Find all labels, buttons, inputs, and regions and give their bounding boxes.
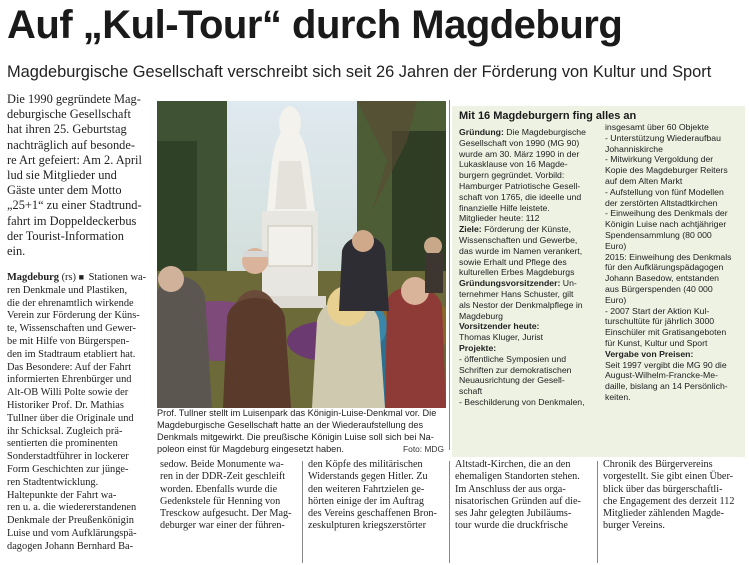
- info-box-line: [605, 133, 743, 144]
- info-box-line: [459, 257, 607, 268]
- info-box-text: keiten.: [605, 391, 631, 402]
- info-box-text: burgern gegründet. Vorbild:: [459, 170, 565, 181]
- body-line: sedow. Beide Monumente wa-: [160, 459, 284, 470]
- info-box-text: Lukasklause von 16 Magde-: [459, 159, 568, 170]
- body-line: tour wurde die druckfrische: [455, 520, 568, 532]
- body-line: informierten Ehrenbürger und: [7, 374, 132, 386]
- info-box-line: [459, 170, 607, 181]
- info-box-text: als Nestor der Denkmalpflege in: [459, 299, 583, 310]
- caption-line: Denkmals mitgewirkt. Die preußische Königin Luise soll sich bei Na-: [157, 431, 434, 442]
- info-box-text: wurde am 30. März 1990 in der: [459, 148, 580, 159]
- body-first-line: [7, 271, 154, 285]
- info-box-text: - 2007 Start der Aktion Kul-: [605, 305, 710, 316]
- intro-line: deburgische Gesellschaft: [7, 107, 131, 122]
- body-line: den Köpfe des militärischen: [308, 459, 423, 470]
- info-box-text: insgesamt über 60 Objekte: [605, 122, 709, 132]
- intro-line: ein.: [7, 244, 26, 259]
- body-line: be mit Hilfe von Bürgerspen-: [7, 335, 130, 347]
- photo-luise-monument: [157, 101, 446, 408]
- body-first-line-text: Stationen wa-: [86, 272, 147, 283]
- info-box-text: für den Aufklärungspädagogen: [605, 262, 724, 273]
- body-line: Das Besondere: Auf der Fahrt: [7, 361, 132, 373]
- headline: Auf „Kul-Tour“ durch Magdeburg: [7, 3, 623, 47]
- body-line: den im Stadtraum etabliert hat.: [7, 348, 136, 360]
- bullet-icon: ■: [78, 272, 85, 282]
- body-line: des Vereins geschaffenen Bron-: [308, 508, 437, 520]
- info-box-line: [605, 165, 743, 176]
- photo-credit: Foto: MDG: [403, 443, 444, 454]
- info-box-line: [459, 365, 607, 376]
- article-body-column-4: [455, 459, 592, 533]
- info-box-text: das wurde im Namen verankert,: [459, 245, 583, 256]
- info-box-text: - Einweihung des Denkmals der: [605, 208, 728, 219]
- info-box-text: der zerstörten Altstadtkirchen: [605, 197, 718, 208]
- info-box-line: [605, 360, 743, 371]
- info-box-line: [459, 127, 607, 138]
- info-box-line: [459, 181, 607, 192]
- info-box-line: [605, 392, 743, 403]
- info-box-text: Un-: [560, 278, 577, 289]
- intro-line: „25+1“ zu einer Stadtrund-: [7, 198, 142, 213]
- info-box-line: [605, 273, 743, 284]
- author-code: (rs): [58, 272, 76, 283]
- info-box-line: [605, 122, 743, 133]
- info-box-text: Johann Basedow, entstanden: [605, 273, 719, 284]
- article-body-column-1: [7, 271, 154, 554]
- intro-line: der Tourist-Information: [7, 228, 124, 243]
- info-box-text: turschultüte für jährlich 3000: [605, 316, 715, 327]
- info-box-text: - Beschilderung von Denkmalen,: [459, 396, 585, 407]
- info-box-line: [459, 311, 607, 322]
- info-box-text: für Kunst, Kultur und Sport: [605, 337, 708, 348]
- body-line: Sonderstadtführer in lockerer: [7, 451, 129, 463]
- body-line: worden. Ebenfalls wurde die: [160, 483, 278, 495]
- info-box-text: kulturellen Erbes Magdeburgs: [459, 267, 575, 278]
- info-box-text: 2015: Einweihung des Denkmals: [605, 251, 732, 262]
- body-line: vorgestellt. Sie gibt einen Über-: [603, 471, 734, 483]
- info-box-text: Spendensammlung (80 000: [605, 229, 712, 240]
- body-line: sentierten die prominenten: [7, 438, 118, 450]
- info-box-line: [605, 144, 743, 155]
- body-line: Chronik des Bürgervereins: [603, 459, 713, 470]
- intro-line: hat ihren 25. Geburtstag: [7, 122, 127, 137]
- info-box-line: [459, 235, 607, 246]
- info-box-line: [459, 332, 607, 343]
- info-box-left-column: [459, 127, 607, 408]
- caption-line: Prof. Tullner stellt im Luisenpark das Königin-Luise-Denkmal vor. Die: [157, 408, 437, 418]
- info-box-line: [459, 289, 607, 300]
- body-line: Tresckow aufgesucht. Der Mag-: [160, 508, 292, 520]
- info-box-text: schaft: [459, 386, 483, 397]
- intro-line: fahrt im Doppeldeckerbus: [7, 213, 137, 228]
- info-box-line: [459, 375, 607, 386]
- body-line: Denkmale der Preußenkönigin: [7, 515, 134, 527]
- info-box-line: [459, 397, 607, 408]
- info-box-text: - Aufstellung von fünf Modellen: [605, 186, 724, 197]
- body-line: nisatorischen Gründen auf die-: [455, 495, 581, 507]
- body-line: Historiker Prof. Dr. Mathias: [7, 399, 124, 411]
- info-box-text: Seit 1997 vergibt die MG 90 die: [605, 359, 727, 370]
- caption-line: Magdeburgische Gesellschaft hatte an der Wiederaufstellung des: [157, 419, 424, 430]
- info-box-line: [459, 203, 607, 214]
- body-line: dagogen Johann Bernhard Ba-: [7, 540, 134, 552]
- column-divider: [449, 100, 450, 450]
- column-divider: [597, 461, 598, 563]
- article-photo: [157, 101, 446, 408]
- info-box-line: [605, 219, 743, 230]
- info-box-line: [459, 386, 607, 397]
- body-line: che Engagement des derzeit 112: [603, 495, 735, 507]
- info-box-line: [459, 267, 607, 278]
- body-line: Luise und vom Aufklärungspä-: [7, 527, 137, 539]
- info-box-text: schaft von 1765, die ideelle und: [459, 191, 582, 202]
- info-box-line: [605, 198, 743, 209]
- info-box-line: [459, 159, 607, 170]
- info-box-text: Wissenschaften und Gewerbe,: [459, 234, 578, 245]
- intro-paragraph: [7, 92, 155, 259]
- info-box-text: finanzielle Hilfe leistete.: [459, 202, 550, 213]
- info-box-text: Kopie des Magdeburger Reiters: [605, 165, 728, 176]
- info-box-line: [605, 262, 743, 273]
- article-body-column-3: [308, 459, 445, 533]
- subheadline: Magdeburgische Gesellschaft verschreibt sich seit 26 Jahren der Förderung von Kultur und Sport: [7, 63, 712, 81]
- info-box-label: Gründung:: [459, 127, 504, 137]
- info-box-line: [459, 300, 607, 311]
- info-box-text: - Mitwirkung Vergoldung der: [605, 154, 714, 165]
- info-box-line: [459, 224, 607, 235]
- intro-line: re Art gefeiert: Am 2. April: [7, 152, 142, 167]
- info-box-right-column: [605, 122, 743, 403]
- info-box-line: [605, 327, 743, 338]
- intro-line: Gäste unter dem Motto: [7, 183, 122, 198]
- info-box-title: Mit 16 Magdeburgern fing alles an: [459, 110, 637, 122]
- info-box-line: [459, 149, 607, 160]
- info-box-line: [459, 278, 607, 289]
- body-line: ihr Schicksal. Zugleich prä-: [7, 425, 123, 437]
- body-line: burger Vereins.: [603, 520, 665, 532]
- info-box-text: aus Bürgerspenden (40 000: [605, 283, 713, 294]
- article-body-column-2: [160, 459, 297, 533]
- info-box-text: - öffentliche Symposien und: [459, 353, 567, 364]
- info-box-line: [605, 295, 743, 306]
- info-box-line: [605, 316, 743, 327]
- info-box-line: [459, 213, 607, 224]
- info-box-line: [459, 343, 607, 354]
- info-box-text: Die Magdeburgische: [503, 127, 586, 137]
- body-line: Widerstands gegen Hitler. Zu: [308, 471, 428, 483]
- info-box-text: Johanniskirche: [605, 143, 663, 154]
- column-divider: [302, 461, 303, 563]
- info-box-line: [605, 306, 743, 317]
- column-divider: [449, 461, 450, 563]
- body-line: Im Anschluss der aus orga-: [455, 483, 566, 495]
- info-box-line: [459, 138, 607, 149]
- info-box-line: [605, 381, 743, 392]
- info-box-text: daille, bislang an 14 Persönlich-: [605, 381, 728, 392]
- info-box-text: auf dem Alten Markt: [605, 175, 683, 186]
- info-box-label: Projekte:: [459, 342, 497, 353]
- info-box-text: Hamburger Patriotische Gesell-: [459, 180, 581, 191]
- body-line: Mitglieder zählenden Magde-: [603, 508, 725, 520]
- body-line: blick über das bürgerschaftli-: [603, 483, 723, 495]
- dateline: Magdeburg: [7, 272, 59, 283]
- info-box-line: [605, 208, 743, 219]
- body-line: die der ehrenamtlich wirkende: [7, 297, 134, 309]
- info-box-text: ternehmer Hans Schuster, gilt: [459, 288, 574, 299]
- body-line: Haltepunkte der Fahrt wa-: [7, 489, 117, 501]
- info-box-line: [605, 338, 743, 349]
- body-line: ren Denkmale und Plastiken,: [7, 284, 128, 296]
- intro-line: Die 1990 gegründete Mag-: [7, 92, 141, 106]
- info-box-line: [605, 230, 743, 241]
- info-box-line: [605, 370, 743, 381]
- info-box-text: - Unterstützung Wiederaufbau: [605, 132, 721, 143]
- info-box-text: Euro): [605, 240, 627, 251]
- body-line: ren in der DDR-Zeit geschleift: [160, 471, 286, 483]
- body-line: Gedenkstele für Henning von: [160, 495, 281, 507]
- info-box-label: Ziele:: [459, 224, 482, 235]
- info-box-text: Königin Luise nach achtjähriger: [605, 219, 727, 230]
- info-box-text: Einschüler mit Gratisangeboten: [605, 327, 727, 338]
- body-line: Altstadt-Kirchen, die an den: [455, 459, 571, 470]
- info-box-line: [605, 241, 743, 252]
- info-box-text: Mitglieder heute: 112: [459, 213, 540, 224]
- info-box-line: [459, 354, 607, 365]
- body-line: Alt-OB Willi Polte sowie der: [7, 387, 129, 399]
- body-line: ren u. a. die wiedererstandenen: [7, 502, 137, 514]
- info-box-text: Schriften zur demokratischen: [459, 364, 572, 375]
- body-line: Tullner über die Originale und: [7, 412, 134, 424]
- body-line: ses Jahr gelegten Jubiläums-: [455, 508, 572, 520]
- info-box-text: Neuausrichtung der Gesell-: [459, 375, 565, 386]
- info-box-line: [605, 154, 743, 165]
- photo-caption: [157, 408, 446, 456]
- info-box-text: Förderung der Künste,: [481, 224, 572, 235]
- body-line: Verein zur Förderung der Küns-: [7, 310, 140, 322]
- info-box-line: [459, 321, 607, 332]
- info-box-line: [605, 187, 743, 198]
- info-box-text: Magdeburg: [459, 310, 503, 321]
- info-box-label: Vergabe von Preisen:: [605, 348, 694, 359]
- info-box-line: [605, 349, 743, 360]
- info-box-line: [605, 252, 743, 263]
- article-body-column-5: [603, 459, 745, 533]
- info-box-text: Gesellschaft von 1990 (MG 90): [459, 137, 580, 148]
- info-box-line: [605, 284, 743, 295]
- info-box-line: [605, 176, 743, 187]
- body-line: hörten einige der im Auftrag: [308, 495, 424, 507]
- info-box-line: [459, 246, 607, 257]
- caption-line: poleon einst für Magdeburg eingesetzt haben.: [157, 443, 344, 454]
- intro-line: lud sie Mitglieder und: [7, 168, 117, 183]
- info-box-line: [459, 192, 607, 203]
- body-line: deburger war einer der führen-: [160, 520, 285, 532]
- info-box-text: Euro): [605, 294, 627, 305]
- intro-line: nachträglich auf besonde-: [7, 137, 135, 152]
- body-line: ehemaligen Standorten stehen.: [455, 471, 580, 483]
- info-box-text: sowie Erhalt und Pflege des: [459, 256, 567, 267]
- info-box-label: Vorsitzender heute:: [459, 321, 540, 332]
- info-box-label: Gründungsvorsitzender:: [459, 278, 561, 289]
- body-line: ren Stadtentwicklung.: [7, 476, 99, 488]
- info-box-text: August-Wilhelm-Francke-Me-: [605, 370, 718, 381]
- body-line: zeskulpturen kriegszerstörter: [308, 520, 426, 532]
- info-box-text: Thomas Kluger, Jurist: [459, 332, 544, 343]
- body-line: Form Geschichten zur jünge-: [7, 463, 129, 475]
- body-line: te, Wissenschaften und Gewer-: [7, 323, 137, 335]
- body-line: den weiteren Fahrtzielen ge-: [308, 483, 425, 495]
